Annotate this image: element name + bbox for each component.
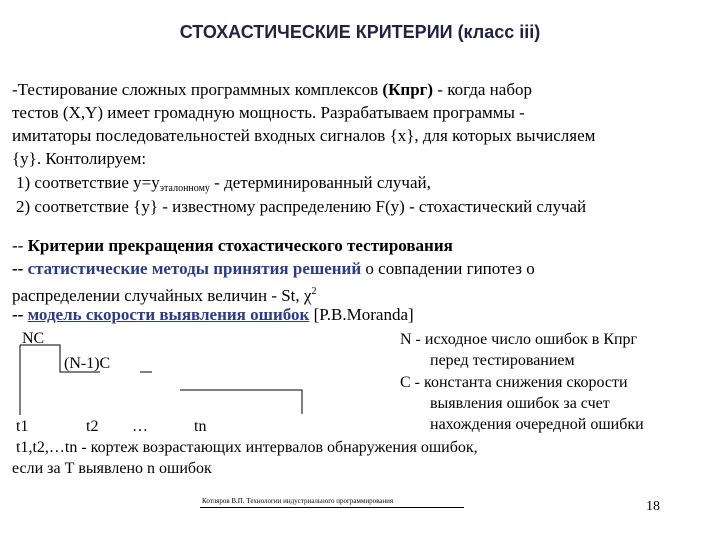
note-before-testing: перед тестированием <box>430 352 575 369</box>
criteria-line-3-prefix: распределении случайных величин - St, χ <box>12 286 312 305</box>
note-detection: выявления ошибок за счет <box>430 395 610 412</box>
intro-item-1-sub: эталонному <box>159 183 210 194</box>
criteria-line-1-prefix: -- <box>12 236 28 255</box>
note-n: N - исходное число ошибок в Кпрг <box>400 331 638 348</box>
intro-line-1-prefix: -Тестирование сложных программных комплексов <box>12 80 383 99</box>
note-next-error: нахождения очередной ошибки <box>430 416 644 433</box>
criteria-line-3-sup: 2 <box>311 286 317 297</box>
note-c: С - константа снижения скорости <box>400 374 628 391</box>
page-number: 18 <box>646 499 660 514</box>
criteria-line-4-suffix: [P.B.Moranda] <box>309 305 414 324</box>
graph-step-final <box>180 390 302 414</box>
bottom-line-1: t1,t2,…tn - кортеж возрастающих интервалов обнаружения ошибок, <box>16 439 478 456</box>
criteria-line-2-blue: статистические методы принятия решений <box>27 259 362 278</box>
intro-line-4: {y}. Контолируем: <box>12 149 147 168</box>
criteria-line-1-bold: Критерии прекращения стохастического тестирования <box>27 236 453 255</box>
footer-credit: Котляров В.П. Технологии индустриального программирования <box>202 497 394 505</box>
intro-line-1-suffix: - когда набор <box>433 80 532 99</box>
slide-title: СТОХАСТИЧЕСКИЕ КРИТЕРИИ (класс iii) <box>179 22 541 42</box>
graph-label-nc: NC <box>22 330 45 347</box>
footer-divider <box>200 507 464 508</box>
intro-item-2: 2) соответствие {y} - известному распределению F(y) - стохастический случай <box>16 197 587 216</box>
bottom-line-2: если за Т выявлено n ошибок <box>12 460 212 477</box>
intro-line-2: тестов (X,Y) имеет громадную мощность. Разрабатываем программы - <box>12 103 525 122</box>
graph-label-t2: t2 <box>86 418 99 435</box>
criteria-line-2-suffix: о совпадении гипотез о <box>361 259 535 278</box>
graph-label-t1: t1 <box>16 418 29 435</box>
graph-label-tn: tn <box>194 418 207 435</box>
criteria-line-2-prefix: -- <box>12 259 28 278</box>
criteria-line-4-prefix: -- <box>12 305 28 324</box>
graph-label-n1c: (N-1)C <box>64 355 111 372</box>
intro-line-1-bold: (Кпрг) <box>382 80 434 99</box>
intro-item-1-prefix: 1) соответствие y=y <box>16 173 160 192</box>
intro-line-3: имитаторы последовательностей входных сигналов {x}, для которых вычисляем <box>12 126 596 145</box>
intro-item-1-suffix: - детерминированный случай, <box>209 173 431 192</box>
criteria-line-4-blue: модель скорости выявления ошибок <box>27 305 310 324</box>
graph-label-dots: … <box>132 418 148 435</box>
